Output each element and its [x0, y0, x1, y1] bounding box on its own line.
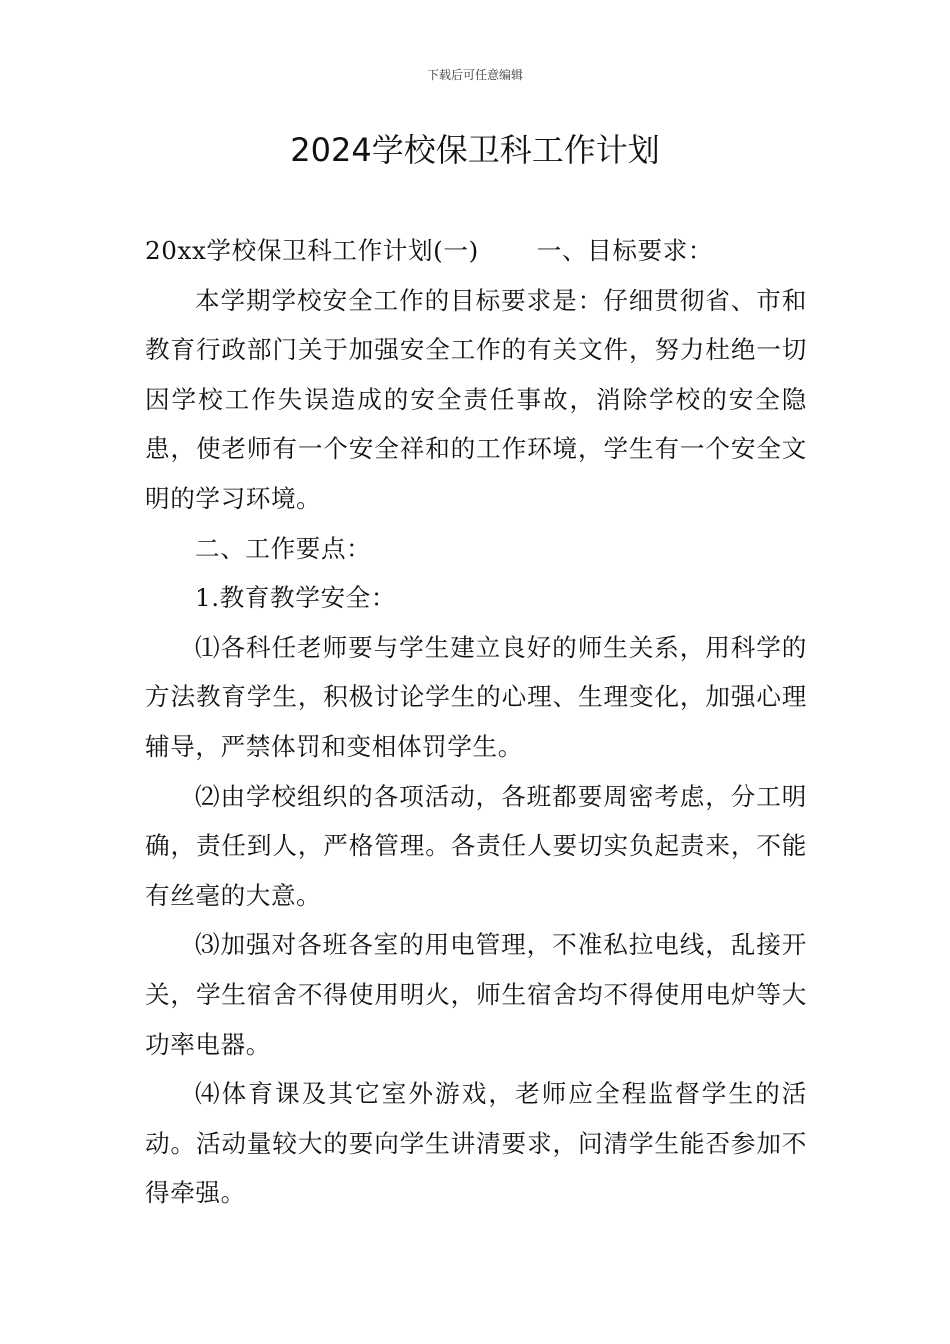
lead-subtitle: 20xx学校保卫科工作计划(一)	[145, 236, 479, 265]
paragraph-item-1: ⑴各科任老师要与学生建立良好的师生关系，用科学的方法教育学生，积极讨论学生的心理、生理变化，加强心理辅导，严禁体罚和变相体罚学生。	[145, 632, 807, 761]
paragraph-item-3: ⑶加强对各班各室的用电管理，不准私拉电线，乱接开关，学生宿舍不得使用明火，师生宿舍均不得使用电炉等大功率电器。	[145, 930, 807, 1059]
section-heading-goals: 一、目标要求：	[536, 236, 714, 265]
header-note: 下载后可任意编辑	[426, 68, 523, 82]
paragraph-item-2: ⑵由学校组织的各项活动，各班都要周密考虑，分工明确，责任到人，严格管理。各责任人要切实负起责来，不能有丝毫的大意。	[145, 781, 807, 910]
section-heading-key-points: 二、工作要点：	[195, 533, 372, 563]
subheading-teaching-safety: 1.教育教学安全：	[195, 583, 397, 613]
document-body	[145, 226, 807, 1218]
document-title: 2024学校保卫科工作计划	[290, 131, 660, 169]
lead-line	[145, 226, 807, 276]
paragraph-goals: 本学期学校安全工作的目标要求是：仔细贯彻省、市和教育行政部门关于加强安全工作的有关文件，努力杜绝一切因学校工作失误造成的安全责任事故，消除学校的安全隐患，使老师有一个安全祥和的工作环境，学生有一个安全文明的学习环境。	[145, 285, 807, 513]
paragraph-item-4: ⑷体育课及其它室外游戏，老师应全程监督学生的活动。活动量较大的要向学生讲清要求，问清学生能否参加不得牵强。	[145, 1079, 807, 1208]
